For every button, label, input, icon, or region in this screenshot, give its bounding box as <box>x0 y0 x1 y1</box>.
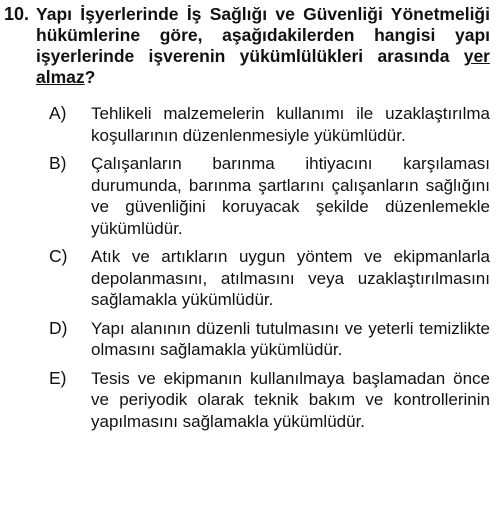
option-text: Tehlikeli malzemelerin kullanımı ile uzaklaştırılma koşullarının düzenlenmesiyle yükümlüdür. <box>91 104 490 145</box>
question-stem-text: Yapı İşyerlerinde İş Sağlığı ve Güvenliği Yönetmeliği hükümlerine göre, aşağıdakilerden hangisi yapı işyerlerinde işverenin yükümlülükleri arasında <box>36 4 490 66</box>
option-text: Tesis ve ekipmanın kullanılmaya başlamadan önce ve periyodik olarak teknik bakım ve kontrollerinin yapılmasını sağlamakla yükümlüdür. <box>91 368 490 431</box>
option-letter: E) <box>49 367 67 388</box>
option-letter: A) <box>49 103 67 123</box>
option-a[interactable] <box>49 103 490 146</box>
question-header <box>4 4 490 88</box>
question-stem <box>36 4 490 88</box>
option-text: Yapı alanının düzenli tutulmasını ve yeterli temizlikte olmasını sağlamakla yükümlüdür. <box>91 318 490 359</box>
answer-options <box>4 103 490 432</box>
option-text: Atık ve artıkların uygun yöntem ve ekipmanlarla depolanmasını, atılmasını veya uzaklaştırılmasını sağlamakla yükümlüdür. <box>91 247 490 309</box>
question-block <box>4 4 490 439</box>
option-d[interactable] <box>49 318 490 361</box>
question-number: 10. <box>4 4 30 24</box>
option-text: Çalışanların barınma ihtiyacını karşılaması durumunda, barınma şartlarını çalışanların sağlığını ve güvenliğini koruyacak şekilde düzenlemekle yükümlüdür. <box>91 154 490 238</box>
option-letter: D) <box>49 317 68 338</box>
option-b[interactable] <box>49 153 490 239</box>
question-stem-end: ? <box>84 67 96 87</box>
question-stem-underline-almaz: almaz <box>36 67 85 87</box>
question-stem-underline-yer: yer <box>463 46 490 66</box>
option-letter: B) <box>49 153 67 173</box>
option-e[interactable] <box>49 368 490 433</box>
option-c[interactable] <box>49 246 490 311</box>
option-letter: C) <box>49 246 68 266</box>
